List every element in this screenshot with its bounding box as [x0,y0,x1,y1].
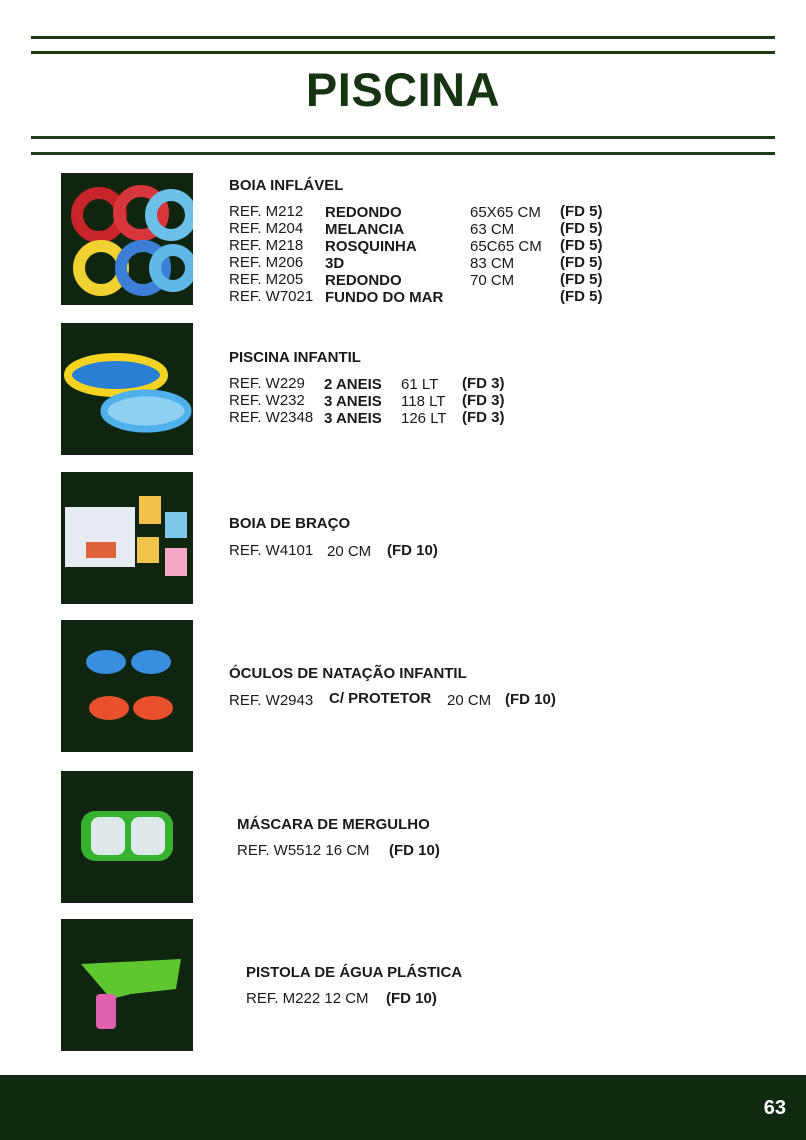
pack: (FD 5) [560,271,603,288]
model: 2 ANEIS [324,376,382,393]
ref-column [229,375,313,426]
model: 3 ANEIS [324,410,382,427]
ref: REF. M212 [229,203,304,220]
volume: 126 LT [401,410,447,427]
model-column [324,376,382,427]
size [470,289,542,306]
ref: REF. W2943 [229,692,314,709]
product-image-boia-inflavel [61,173,193,305]
size: 65C65 CM [470,238,542,255]
pack: (FD 5) [560,288,603,305]
model: 3 ANEIS [324,393,382,410]
pack: (FD 5) [560,220,603,237]
divider [31,136,775,139]
section-title: PISTOLA DE ÁGUA PLÁSTICA [246,964,463,981]
divider [31,51,775,54]
pack: (FD 10) [389,842,440,859]
ref: REF. M222 12 CM [246,990,369,1007]
ref: REF. M218 [229,237,304,254]
footer-bar [0,1075,806,1140]
pack: (FD 3) [462,409,505,426]
divider [31,36,775,39]
ref: REF. M204 [229,220,304,237]
pack: (FD 5) [560,203,603,220]
ref: REF. M205 [229,271,304,288]
volume-column [401,376,447,427]
product-image-mascara-mergulho [61,771,193,903]
ref: REF. W5512 16 CM [237,842,370,859]
pack: (FD 10) [387,542,438,559]
size: 20 CM [327,543,372,560]
product-image-boia-de-braco [61,472,193,604]
model: REDONDO [325,272,402,289]
model: FUNDO DO MAR [325,289,444,306]
model: MELANCIA [325,221,405,238]
section-title: PISCINA INFANTIL [229,349,361,366]
ref: REF. W7021 [229,288,314,305]
section-title: MÁSCARA DE MERGULHO [237,816,430,833]
section-title: BOIA INFLÁVEL [229,177,344,194]
pack-column [560,203,603,305]
page-title: PISCINA [305,63,501,116]
volume: 61 LT [401,376,439,393]
size-column [470,204,542,306]
size: 83 CM [470,255,515,272]
size: 70 CM [470,272,515,289]
model: C/ PROTETOR [329,690,432,707]
product-image-piscina-infantil [61,323,193,455]
model-column [325,204,443,306]
ref: REF. W2348 [229,409,314,426]
pack: (FD 10) [505,691,556,708]
size: 65X65 CM [470,204,541,221]
pack: (FD 5) [560,254,603,271]
ref-column [229,203,313,305]
product-image-pistola-agua [61,919,193,1051]
page-number: 63 [763,1097,786,1119]
ref: REF. W232 [229,392,305,409]
section-title: ÓCULOS DE NATAÇÃO INFANTIL [229,665,467,682]
divider [31,152,775,155]
ref: REF. W229 [229,375,305,392]
size: 20 CM [447,692,492,709]
size: 63 CM [470,221,515,238]
section-title: BOIA DE BRAÇO [229,515,351,532]
pack-column [462,375,505,426]
pack: (FD 5) [560,237,603,254]
ref: REF. W4101 [229,542,314,559]
model: ROSQUINHA [325,238,417,255]
model: 3D [325,255,345,272]
volume: 118 LT [401,393,446,410]
model: REDONDO [325,204,402,221]
product-image-oculos-natacao [61,620,193,752]
ref: REF. M206 [229,254,304,271]
pack: (FD 10) [386,990,437,1007]
pack: (FD 3) [462,375,505,392]
pack: (FD 3) [462,392,505,409]
